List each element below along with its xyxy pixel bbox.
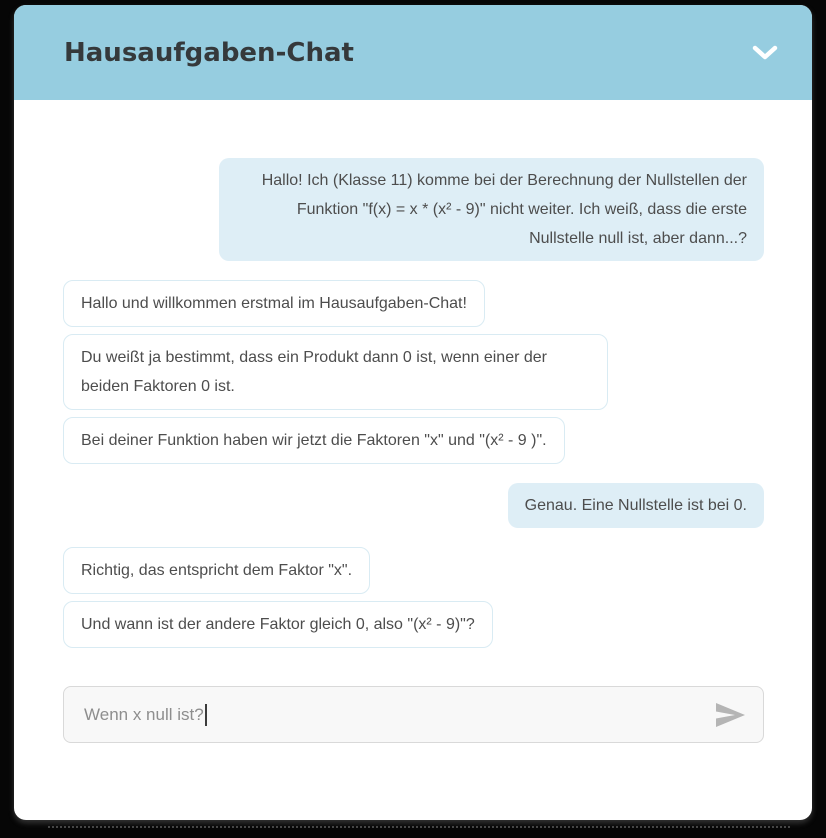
message-input-value: Wenn x null ist? xyxy=(84,704,204,724)
chat-title: Hausaufgaben-Chat xyxy=(64,37,354,68)
user-message-bubble: Hallo! Ich (Klasse 11) komme bei der Berechnung der Nullstellen der Funktion "f(x) = x * (x² - 9)" nicht weiter. Ich weiß, dass die erste Nullstelle null ist, aber dann...? xyxy=(219,158,764,261)
bot-message-bubble: Und wann ist der andere Faktor gleich 0, also "(x² - 9)"? xyxy=(63,601,493,648)
text-caret xyxy=(205,704,207,726)
bot-message-row xyxy=(63,417,764,464)
bot-message-bubble: Hallo und willkommen erstmal im Hausaufgaben-Chat! xyxy=(63,280,485,327)
chat-header[interactable] xyxy=(14,5,812,100)
chevron-down-icon[interactable] xyxy=(748,36,782,70)
background-dotted-line xyxy=(48,826,790,828)
bot-message-row xyxy=(63,280,764,327)
bot-message-bubble: Du weißt ja bestimmt, dass ein Produkt dann 0 ist, wenn einer der beiden Faktoren 0 ist. xyxy=(63,334,608,410)
user-message-row xyxy=(63,158,764,261)
message-list xyxy=(14,100,812,648)
paper-plane-send-icon xyxy=(713,700,747,730)
send-button[interactable] xyxy=(712,699,748,731)
message-input[interactable] xyxy=(63,686,764,743)
bot-message-row xyxy=(63,547,764,594)
bot-message-row xyxy=(63,334,764,410)
bot-message-row xyxy=(63,601,764,648)
user-message-row xyxy=(63,483,764,528)
bot-message-bubble: Richtig, das entspricht dem Faktor "x". xyxy=(63,547,370,594)
message-input-row xyxy=(63,686,764,743)
bot-message-bubble: Bei deiner Funktion haben wir jetzt die Faktoren "x" und "(x² - 9 )". xyxy=(63,417,565,464)
user-message-bubble: Genau. Eine Nullstelle ist bei 0. xyxy=(508,483,764,528)
homework-chat-widget xyxy=(14,5,812,820)
